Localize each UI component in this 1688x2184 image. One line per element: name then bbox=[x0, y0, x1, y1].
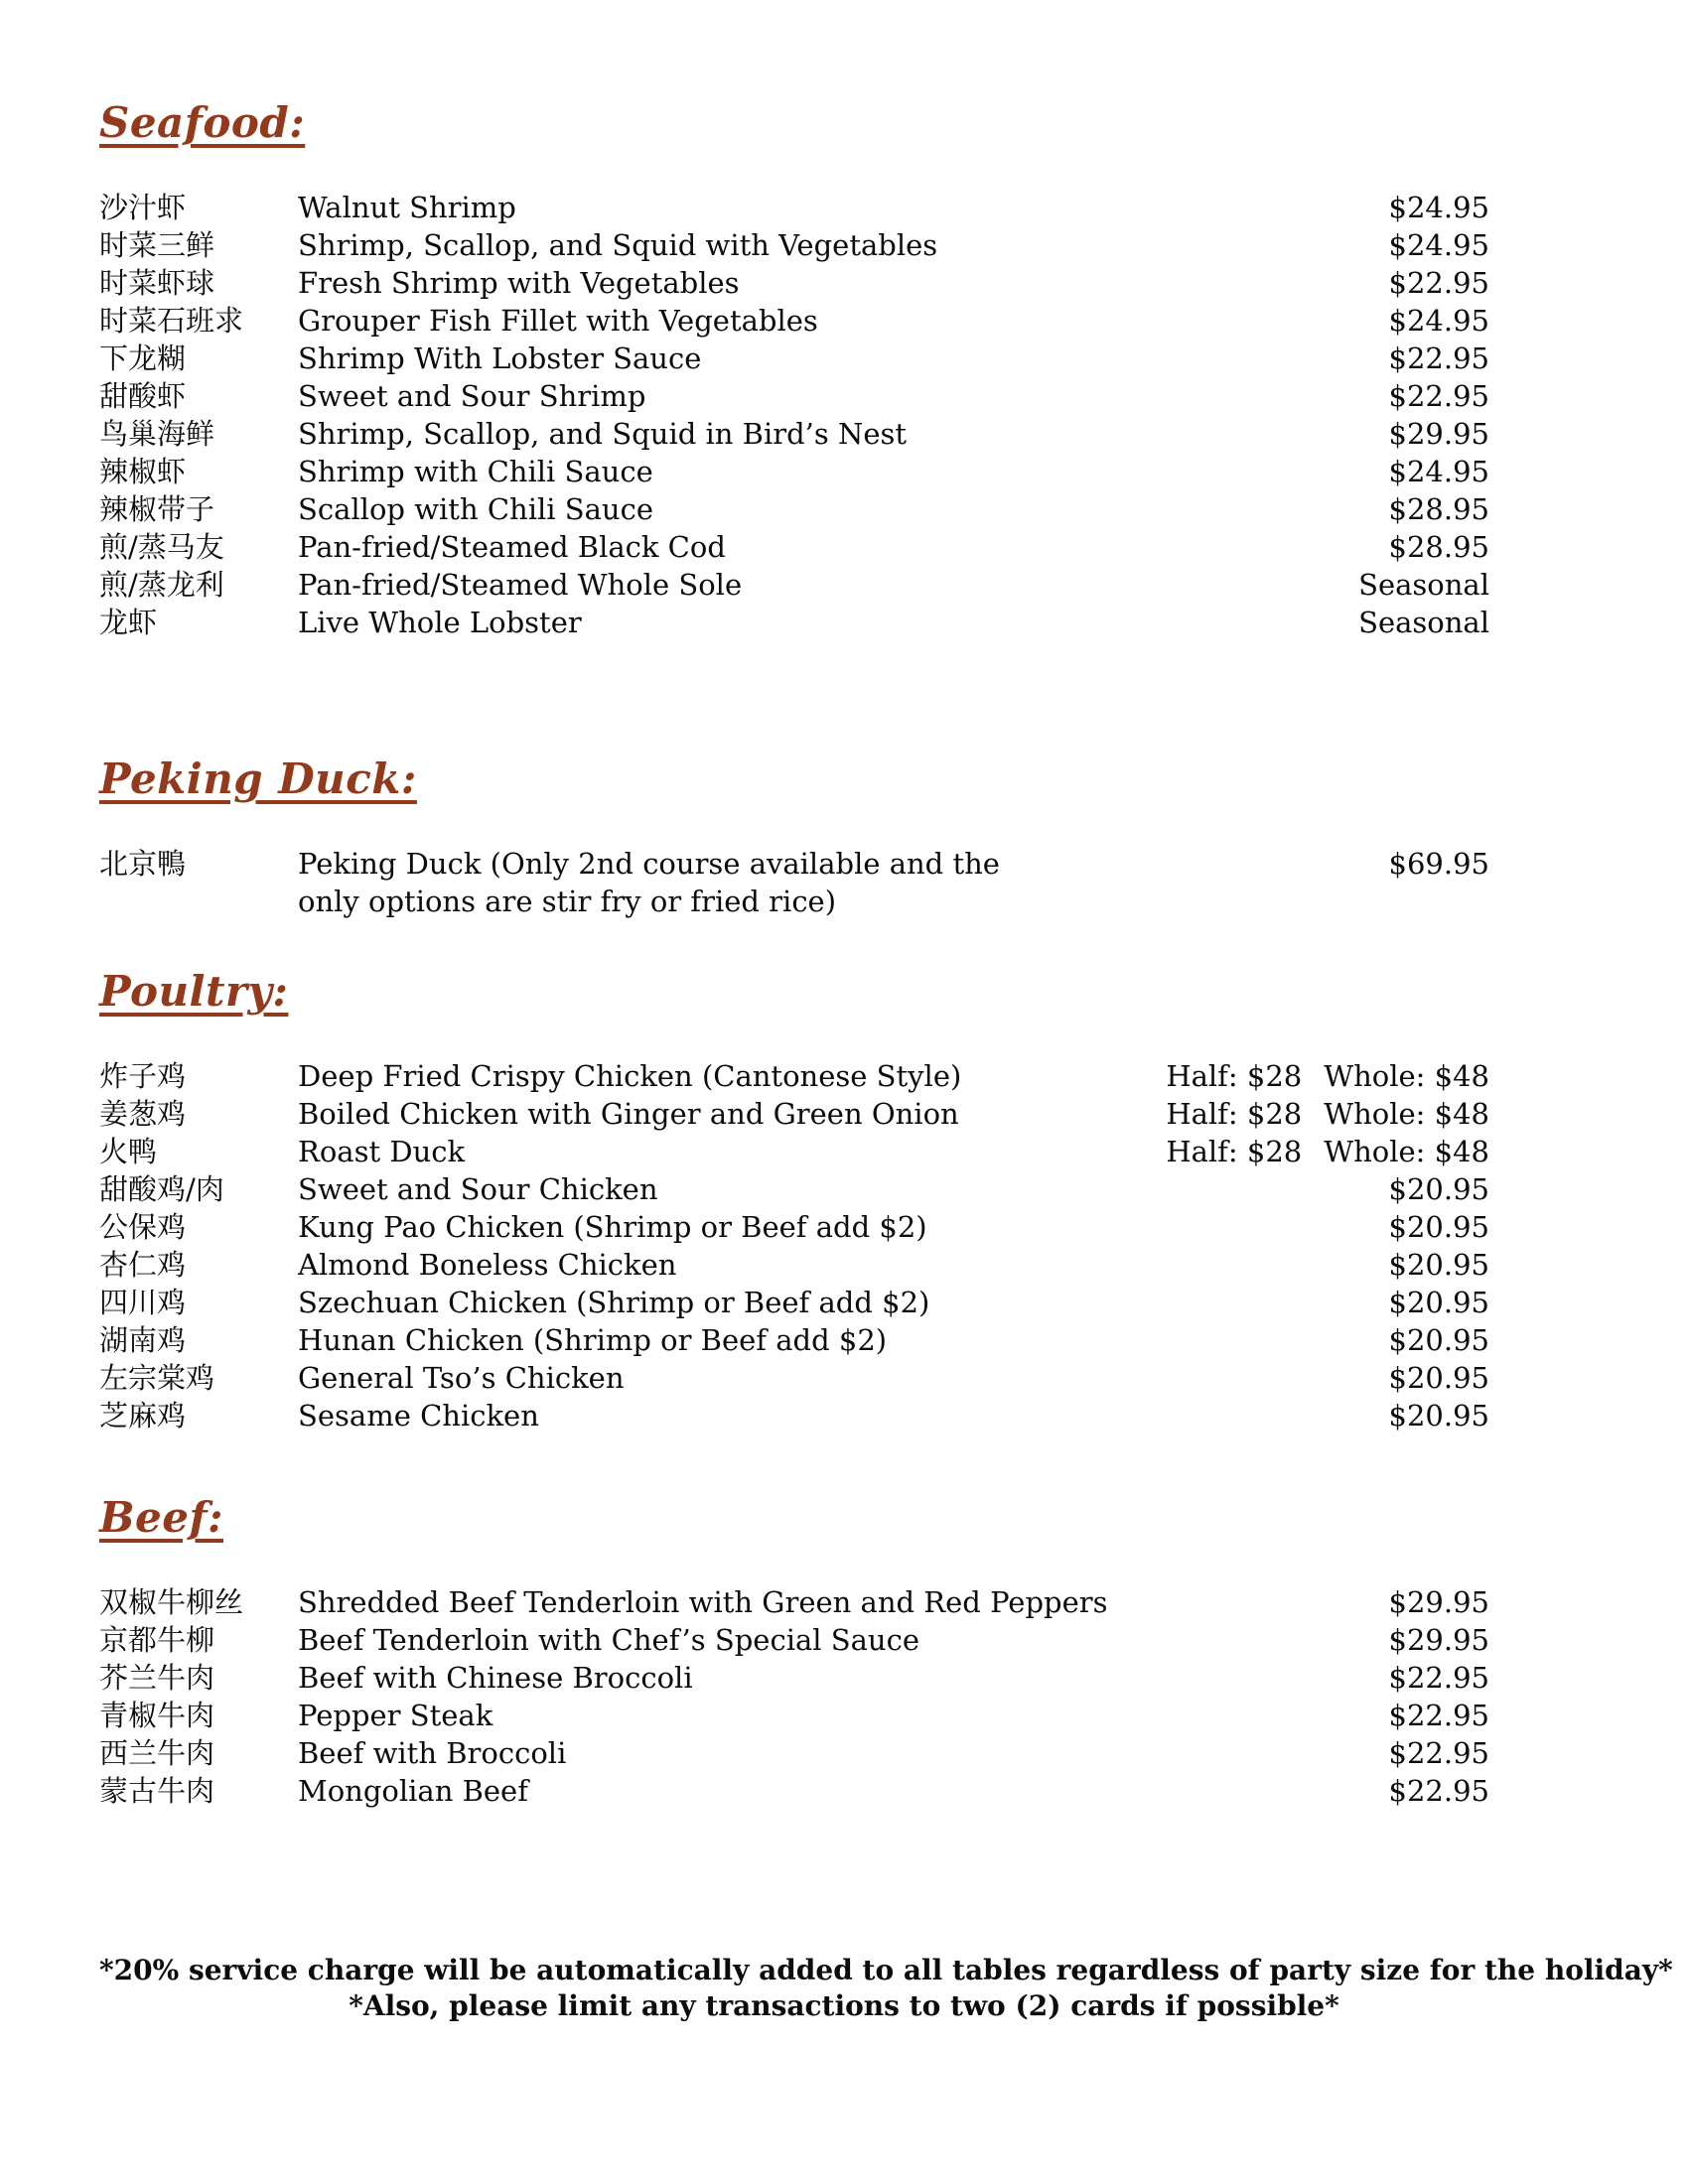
item-price bbox=[1389, 1659, 1489, 1697]
item-price bbox=[1389, 1583, 1489, 1621]
item-price-value: $28.95 bbox=[1388, 492, 1489, 526]
menu-item-row bbox=[99, 1321, 1489, 1359]
menu-item-row bbox=[99, 1359, 1489, 1397]
item-name-english: Pan-fried/Steamed Black Cod bbox=[298, 530, 726, 564]
item-price bbox=[1389, 528, 1489, 566]
menu-item-row bbox=[99, 490, 1489, 528]
menu-section bbox=[99, 755, 1489, 920]
menu-item-row bbox=[99, 1621, 1489, 1659]
menu-footer bbox=[0, 1953, 1688, 2024]
item-name-chinese: 时菜石班求 bbox=[99, 304, 244, 338]
item-price bbox=[1389, 1170, 1489, 1208]
item-name-english: Live Whole Lobster bbox=[298, 606, 582, 639]
item-name-chinese: 北京鴨 bbox=[99, 847, 187, 881]
item-name-chinese: 芝麻鸡 bbox=[99, 1399, 187, 1433]
menu-item-row bbox=[99, 302, 1489, 340]
item-price bbox=[1389, 415, 1489, 453]
item-name-chinese: 炸子鸡 bbox=[99, 1059, 187, 1093]
menu-item-row bbox=[99, 1095, 1489, 1133]
item-price-value: $22.95 bbox=[1388, 1661, 1489, 1695]
menu-item-row bbox=[99, 845, 1489, 920]
item-price bbox=[1389, 340, 1489, 377]
item-price bbox=[1389, 1321, 1489, 1359]
item-name-chinese: 四川鸡 bbox=[99, 1286, 187, 1319]
item-name-english: Kung Pao Chicken (Shrimp or Beef add $2) bbox=[298, 1210, 927, 1244]
item-price bbox=[1166, 1057, 1489, 1095]
menu-item-row bbox=[99, 226, 1489, 264]
section-items bbox=[99, 845, 1489, 920]
item-price-value: $20.95 bbox=[1388, 1210, 1489, 1244]
item-name-chinese: 左宗棠鸡 bbox=[99, 1361, 215, 1395]
item-name-chinese: 湖南鸡 bbox=[99, 1323, 187, 1357]
menu-item-row bbox=[99, 377, 1489, 415]
item-name-chinese: 火鸭 bbox=[99, 1135, 158, 1168]
item-name-chinese: 甜酸虾 bbox=[99, 379, 187, 413]
item-price bbox=[1389, 264, 1489, 302]
item-name-chinese: 青椒牛肉 bbox=[99, 1699, 215, 1732]
item-price bbox=[1389, 845, 1489, 883]
menu-item-row bbox=[99, 604, 1489, 641]
item-price bbox=[1389, 302, 1489, 340]
menu-item-row bbox=[99, 1583, 1489, 1621]
item-price-value: $22.95 bbox=[1388, 1736, 1489, 1770]
item-price bbox=[1389, 226, 1489, 264]
item-price bbox=[1389, 490, 1489, 528]
item-price bbox=[1389, 1697, 1489, 1734]
item-name-english: Fresh Shrimp with Vegetables bbox=[298, 266, 740, 300]
item-name-chinese: 煎/蒸马友 bbox=[99, 530, 224, 564]
item-price bbox=[1389, 1359, 1489, 1397]
item-price-value: $22.95 bbox=[1388, 379, 1489, 413]
menu-item-row bbox=[99, 1659, 1489, 1697]
item-name-english: Peking Duck (Only 2nd course available and the only options are stir fry or fried rice) bbox=[298, 847, 1000, 918]
menu-section bbox=[99, 968, 1489, 1434]
section-items bbox=[99, 1583, 1489, 1810]
item-name-english: Shrimp, Scallop, and Squid with Vegetables bbox=[298, 228, 938, 262]
menu-item-row bbox=[99, 1284, 1489, 1321]
item-name-english: Boiled Chicken with Ginger and Green Onion bbox=[298, 1097, 959, 1131]
item-price-whole: Whole: $48 bbox=[1324, 1059, 1489, 1093]
menu-item-row bbox=[99, 566, 1489, 604]
item-price-value: $20.95 bbox=[1388, 1248, 1489, 1282]
item-name-chinese: 下龙糊 bbox=[99, 341, 187, 375]
item-name-chinese: 芥兰牛肉 bbox=[99, 1661, 215, 1695]
item-price-half: Half: $28 bbox=[1166, 1059, 1303, 1093]
section-items bbox=[99, 189, 1489, 641]
item-name-chinese: 杏仁鸡 bbox=[99, 1248, 187, 1282]
item-price bbox=[1389, 1246, 1489, 1284]
menu-item-row bbox=[99, 1697, 1489, 1734]
item-name-english: Almond Boneless Chicken bbox=[298, 1248, 677, 1282]
item-name-english: Pepper Steak bbox=[298, 1699, 493, 1732]
menu-item-row bbox=[99, 1170, 1489, 1208]
item-name-english: Scallop with Chili Sauce bbox=[298, 492, 653, 526]
section-title: Peking Duck: bbox=[99, 754, 417, 803]
item-price-value: $22.95 bbox=[1388, 266, 1489, 300]
item-name-english: Sweet and Sour Chicken bbox=[298, 1172, 658, 1206]
section-items bbox=[99, 1057, 1489, 1434]
item-price-value: $22.95 bbox=[1388, 341, 1489, 375]
item-price-value: $28.95 bbox=[1388, 530, 1489, 564]
item-price bbox=[1166, 1095, 1489, 1133]
menu-item-row bbox=[99, 1208, 1489, 1246]
item-name-chinese: 西兰牛肉 bbox=[99, 1736, 215, 1770]
footer-service-charge-note: *20% service charge will be automatically added to all tables regardless of party size for the holiday* bbox=[99, 1954, 1673, 1986]
item-name-chinese: 双椒牛柳丝 bbox=[99, 1585, 244, 1619]
item-price-value: $22.95 bbox=[1388, 1774, 1489, 1808]
item-name-english: Mongolian Beef bbox=[298, 1774, 528, 1808]
item-price bbox=[1389, 1208, 1489, 1246]
item-price-value: $24.95 bbox=[1388, 228, 1489, 262]
menu-item-row bbox=[99, 1772, 1489, 1810]
item-name-chinese: 辣椒虾 bbox=[99, 455, 187, 488]
item-name-chinese: 鸟巢海鲜 bbox=[99, 417, 215, 451]
menu-item-row bbox=[99, 415, 1489, 453]
item-name-english: Shredded Beef Tenderloin with Green and Red Peppers bbox=[298, 1585, 1108, 1619]
menu-item-row bbox=[99, 1057, 1489, 1095]
section-title: Seafood: bbox=[99, 98, 306, 147]
item-name-chinese: 公保鸡 bbox=[99, 1210, 187, 1244]
item-name-chinese: 京都牛柳 bbox=[99, 1623, 215, 1657]
item-price-value: $24.95 bbox=[1388, 304, 1489, 338]
menu-item-row bbox=[99, 453, 1489, 490]
item-price bbox=[1358, 604, 1489, 641]
item-name-chinese: 沙汁虾 bbox=[99, 191, 187, 224]
item-name-english: Beef Tenderloin with Chef’s Special Sauce bbox=[298, 1623, 920, 1657]
item-name-chinese: 蒙古牛肉 bbox=[99, 1774, 215, 1808]
item-price bbox=[1389, 1284, 1489, 1321]
item-name-english: Sweet and Sour Shrimp bbox=[298, 379, 646, 413]
item-name-chinese: 时菜三鲜 bbox=[99, 228, 215, 262]
menu-section bbox=[99, 1494, 1489, 1810]
item-price-value: $22.95 bbox=[1388, 1699, 1489, 1732]
item-name-english: Shrimp, Scallop, and Squid in Bird’s Nest bbox=[298, 417, 908, 451]
item-price bbox=[1389, 1621, 1489, 1659]
item-price-value: $20.95 bbox=[1388, 1172, 1489, 1206]
item-name-english: Beef with Broccoli bbox=[298, 1736, 567, 1770]
item-price bbox=[1389, 189, 1489, 226]
item-price-value: $20.95 bbox=[1388, 1399, 1489, 1433]
item-name-english: Roast Duck bbox=[298, 1135, 466, 1168]
item-price bbox=[1389, 1397, 1489, 1434]
item-name-chinese: 龙虾 bbox=[99, 606, 158, 639]
item-name-english: Deep Fried Crispy Chicken (Cantonese Style) bbox=[298, 1059, 962, 1093]
item-price bbox=[1389, 1734, 1489, 1772]
menu-item-row bbox=[99, 528, 1489, 566]
item-name-english: Grouper Fish Fillet with Vegetables bbox=[298, 304, 818, 338]
item-price-value: $29.95 bbox=[1388, 1585, 1489, 1619]
item-price bbox=[1389, 377, 1489, 415]
item-price-value: Seasonal bbox=[1358, 606, 1489, 639]
item-name-english: Walnut Shrimp bbox=[298, 191, 516, 224]
item-price-value: $29.95 bbox=[1388, 417, 1489, 451]
item-price-whole: Whole: $48 bbox=[1324, 1097, 1489, 1131]
item-price-value: $20.95 bbox=[1388, 1361, 1489, 1395]
item-name-english: Shrimp With Lobster Sauce bbox=[298, 341, 702, 375]
item-price-half: Half: $28 bbox=[1166, 1135, 1303, 1168]
item-price-value: Seasonal bbox=[1358, 568, 1489, 602]
menu-item-row bbox=[99, 1397, 1489, 1434]
item-name-chinese: 甜酸鸡/肉 bbox=[99, 1172, 224, 1206]
item-price bbox=[1358, 566, 1489, 604]
section-title: Poultry: bbox=[99, 967, 289, 1016]
menu-item-row bbox=[99, 340, 1489, 377]
menu-item-row bbox=[99, 189, 1489, 226]
section-title: Beef: bbox=[99, 1493, 224, 1542]
item-price bbox=[1166, 1133, 1489, 1170]
item-name-english: Sesame Chicken bbox=[298, 1399, 539, 1433]
item-price-value: $69.95 bbox=[1388, 847, 1489, 881]
menu-item-row bbox=[99, 264, 1489, 302]
item-price-value: $24.95 bbox=[1388, 191, 1489, 224]
item-price-value: $29.95 bbox=[1388, 1623, 1489, 1657]
item-name-chinese: 姜葱鸡 bbox=[99, 1097, 187, 1131]
item-price-value: $24.95 bbox=[1388, 455, 1489, 488]
item-name-chinese: 时菜虾球 bbox=[99, 266, 215, 300]
item-name-english: Beef with Chinese Broccoli bbox=[298, 1661, 693, 1695]
item-name-english: General Tso’s Chicken bbox=[298, 1361, 625, 1395]
menu-item-row bbox=[99, 1734, 1489, 1772]
menu-item-row bbox=[99, 1133, 1489, 1170]
item-price bbox=[1389, 453, 1489, 490]
item-name-english: Pan-fried/Steamed Whole Sole bbox=[298, 568, 743, 602]
item-name-chinese: 辣椒带子 bbox=[99, 492, 215, 526]
menu-section bbox=[99, 99, 1489, 641]
item-name-english: Szechuan Chicken (Shrimp or Beef add $2) bbox=[298, 1286, 930, 1319]
menu-item-row bbox=[99, 1246, 1489, 1284]
item-name-english: Shrimp with Chili Sauce bbox=[298, 455, 653, 488]
item-price bbox=[1389, 1772, 1489, 1810]
footer-card-limit-note: *Also, please limit any transactions to two (2) cards if possible* bbox=[349, 1989, 1339, 2022]
item-price-whole: Whole: $48 bbox=[1324, 1135, 1489, 1168]
item-name-chinese: 煎/蒸龙利 bbox=[99, 568, 224, 602]
item-name-english: Hunan Chicken (Shrimp or Beef add $2) bbox=[298, 1323, 888, 1357]
item-price-value: $20.95 bbox=[1388, 1323, 1489, 1357]
item-price-half: Half: $28 bbox=[1166, 1097, 1303, 1131]
item-price-value: $20.95 bbox=[1388, 1286, 1489, 1319]
